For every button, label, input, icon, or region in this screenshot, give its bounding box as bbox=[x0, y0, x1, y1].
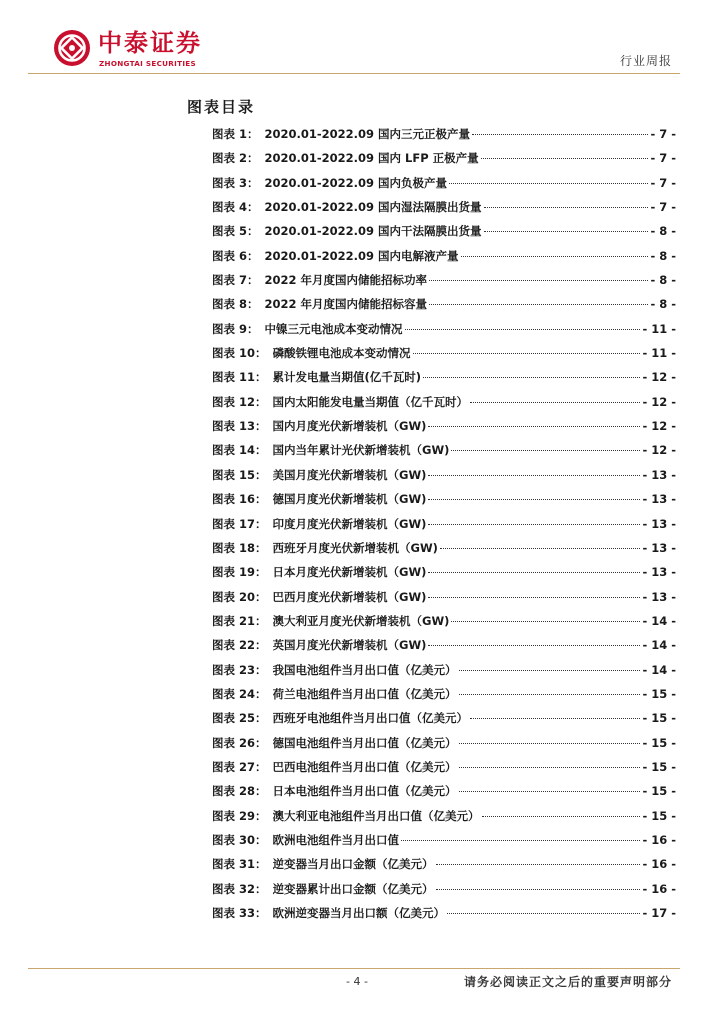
toc-entry-caption: 2020.01-2022.09 国内干法隔膜出货量 bbox=[264, 224, 482, 239]
toc-entry-number: 图表 33： bbox=[212, 906, 267, 920]
toc-entry-page: - 14 - bbox=[642, 638, 676, 653]
toc-entry-number: 图表 15： bbox=[212, 467, 267, 482]
toc-entry-page: - 15 - bbox=[642, 808, 676, 823]
toc-entry-page: - 17 - bbox=[642, 906, 676, 920]
zhongtai-logo-icon bbox=[54, 30, 90, 66]
toc-entry[interactable] bbox=[212, 199, 676, 223]
toc-entry-caption: 国内月度光伏新增装机（GW) bbox=[272, 419, 427, 434]
brand-name-cn: 中泰证券 bbox=[98, 29, 202, 57]
toc-dot-leader bbox=[451, 450, 640, 451]
toc-entry-number: 图表 5： bbox=[212, 224, 259, 239]
toc-entry-number: 图表 4： bbox=[212, 200, 259, 215]
toc-entry-number: 图表 25： bbox=[212, 711, 267, 726]
toc-entry-number: 图表 26： bbox=[212, 735, 267, 750]
toc-dot-leader bbox=[449, 183, 648, 184]
toc-dot-leader bbox=[429, 304, 648, 305]
toc-entry-caption: 英国月度光伏新增装机（GW) bbox=[272, 638, 427, 653]
toc-entry-page: - 11 - bbox=[642, 346, 676, 361]
toc-dot-leader bbox=[481, 158, 649, 159]
toc-entry-page: - 13 - bbox=[642, 589, 676, 604]
toc-dot-leader bbox=[470, 402, 640, 403]
toc-entry-caption: 国内当年累计光伏新增装机（GW) bbox=[272, 443, 450, 458]
toc-entry-page: - 12 - bbox=[642, 394, 676, 409]
toc-entry[interactable] bbox=[212, 467, 676, 491]
toc-entry-caption: 西班牙电池组件当月出口值（亿美元） bbox=[272, 711, 469, 726]
toc-dot-leader bbox=[447, 913, 640, 914]
toc-entry-page: - 16 - bbox=[642, 881, 676, 896]
toc-entry-number: 图表 20： bbox=[212, 589, 267, 604]
toc-entry-number: 图表 27： bbox=[212, 759, 267, 774]
toc-title: 图表目录 bbox=[187, 98, 256, 116]
toc-entry-caption: 累计发电量当期值(亿千瓦时) bbox=[272, 370, 422, 385]
toc-entry-caption: 欧洲电池组件当月出口值 bbox=[272, 832, 400, 847]
toc-dot-leader bbox=[451, 621, 640, 622]
toc-dot-leader bbox=[459, 767, 641, 768]
toc-entry[interactable] bbox=[212, 783, 676, 807]
toc-entry-number: 图表 6： bbox=[212, 248, 259, 263]
toc-entry-page: - 15 - bbox=[642, 784, 676, 799]
toc-entry-number: 图表 12： bbox=[212, 394, 267, 409]
toc-entry-page: - 15 - bbox=[642, 686, 676, 701]
toc-entry-page: - 8 - bbox=[650, 224, 676, 239]
toc-entry[interactable] bbox=[212, 589, 676, 613]
toc-entry-number: 图表 9： bbox=[212, 321, 259, 336]
toc-entry[interactable] bbox=[212, 345, 676, 369]
toc-entry-caption: 2020.01-2022.09 国内三元正极产量 bbox=[264, 127, 471, 141]
toc-entry-caption: 磷酸铁锂电池成本变动情况 bbox=[272, 346, 411, 361]
toc-entry[interactable] bbox=[212, 637, 676, 661]
toc-entry-page: - 15 - bbox=[642, 711, 676, 726]
toc-entry-page: - 12 - bbox=[642, 443, 676, 458]
toc-entry-number: 图表 32： bbox=[212, 881, 267, 896]
toc-dot-leader bbox=[428, 426, 640, 427]
toc-entry-caption: 我国电池组件当月出口值（亿美元） bbox=[272, 662, 457, 677]
toc-entry-caption: 澳大利亚月度光伏新增装机（GW) bbox=[272, 613, 450, 628]
toc-dot-leader bbox=[440, 548, 641, 549]
toc-entry[interactable] bbox=[212, 759, 676, 783]
toc-dot-leader bbox=[436, 889, 641, 890]
toc-list bbox=[212, 126, 676, 929]
toc-entry-caption: 2020.01-2022.09 国内电解液产量 bbox=[264, 248, 459, 263]
toc-entry[interactable] bbox=[212, 832, 676, 856]
toc-entry[interactable] bbox=[212, 126, 676, 150]
toc-dot-leader bbox=[484, 207, 649, 208]
toc-entry-caption: 2022 年月度国内储能招标容量 bbox=[264, 297, 428, 312]
toc-entry-number: 图表 8： bbox=[212, 297, 259, 312]
page-number: - 4 - bbox=[346, 975, 368, 988]
toc-entry-number: 图表 13： bbox=[212, 419, 267, 434]
toc-entry[interactable] bbox=[212, 856, 676, 880]
toc-dot-leader bbox=[459, 791, 641, 792]
toc-entry-number: 图表 21： bbox=[212, 613, 267, 628]
toc-entry[interactable] bbox=[212, 272, 676, 296]
toc-entry-page: - 14 - bbox=[642, 662, 676, 677]
toc-entry-page: - 7 - bbox=[650, 175, 676, 190]
toc-entry-caption: 澳大利亚电池组件当月出口值（亿美元） bbox=[272, 808, 480, 823]
toc-entry-caption: 国内太阳能发电量当期值（亿千瓦时） bbox=[272, 394, 469, 409]
page-header bbox=[0, 0, 724, 76]
toc-entry-page: - 13 - bbox=[642, 540, 676, 555]
toc-entry[interactable] bbox=[212, 686, 676, 710]
toc-entry-caption: 印度月度光伏新增装机（GW) bbox=[272, 516, 427, 531]
toc-entry-caption: 美国月度光伏新增装机（GW) bbox=[272, 467, 427, 482]
toc-entry-page: - 7 - bbox=[650, 151, 676, 166]
toc-entry[interactable] bbox=[212, 564, 676, 588]
toc-entry-number: 图表 2： bbox=[212, 151, 259, 166]
toc-entry-number: 图表 11： bbox=[212, 370, 267, 385]
toc-entry-caption: 2020.01-2022.09 国内 LFP 正极产量 bbox=[264, 151, 479, 166]
toc-dot-leader bbox=[459, 743, 641, 744]
footer-divider bbox=[28, 968, 680, 969]
toc-entry[interactable] bbox=[212, 296, 676, 320]
toc-dot-leader bbox=[428, 499, 640, 500]
toc-dot-leader bbox=[405, 329, 641, 330]
toc-entry-caption: 2022 年月度国内储能招标功率 bbox=[264, 273, 428, 288]
toc-dot-leader bbox=[429, 280, 648, 281]
toc-dot-leader bbox=[428, 645, 640, 646]
toc-entry-page: - 13 - bbox=[642, 467, 676, 482]
toc-entry[interactable] bbox=[212, 150, 676, 174]
toc-entry-caption: 中镍三元电池成本变动情况 bbox=[264, 321, 403, 336]
toc-entry-number: 图表 23： bbox=[212, 662, 267, 677]
toc-entry-page: - 8 - bbox=[650, 273, 676, 288]
toc-entry[interactable] bbox=[212, 613, 676, 637]
toc-entry-number: 图表 22： bbox=[212, 638, 267, 653]
toc-dot-leader bbox=[428, 475, 640, 476]
disclaimer-note: 请务必阅读正文之后的重要声明部分 bbox=[463, 975, 672, 989]
toc-entry-caption: 欧洲逆变器当月出口额（亿美元） bbox=[272, 906, 446, 920]
toc-dot-leader bbox=[436, 864, 641, 865]
toc-entry-page: - 15 - bbox=[642, 759, 676, 774]
toc-dot-leader bbox=[423, 377, 640, 378]
toc-entry[interactable] bbox=[212, 662, 676, 686]
toc-entry-number: 图表 10： bbox=[212, 346, 267, 361]
report-type-label: 行业周报 bbox=[619, 54, 672, 68]
toc-entry-caption: 巴西月度光伏新增装机（GW) bbox=[272, 589, 427, 604]
toc-entry-page: - 8 - bbox=[650, 297, 676, 312]
toc-entry[interactable] bbox=[212, 491, 676, 515]
toc-entry-number: 图表 28： bbox=[212, 784, 267, 799]
toc-entry-number: 图表 17： bbox=[212, 516, 267, 531]
toc-entry[interactable] bbox=[212, 881, 676, 905]
toc-entry-caption: 逆变器累计出口金额（亿美元） bbox=[272, 881, 434, 896]
toc-entry-number: 图表 18： bbox=[212, 540, 267, 555]
toc-entry-caption: 巴西电池组件当月出口值（亿美元） bbox=[272, 759, 457, 774]
toc-entry-caption: 西班牙月度光伏新增装机（GW) bbox=[272, 540, 438, 555]
toc-entry-number: 图表 24： bbox=[212, 686, 267, 701]
toc-entry-page: - 13 - bbox=[642, 516, 676, 531]
toc-entry[interactable] bbox=[212, 442, 676, 466]
brand-name-en: ZHONGTAI SECURITIES bbox=[99, 59, 196, 68]
toc-entry-caption: 德国月度光伏新增装机（GW) bbox=[272, 492, 427, 507]
toc-entry[interactable] bbox=[212, 540, 676, 564]
toc-entry[interactable] bbox=[212, 369, 676, 393]
toc-entry-number: 图表 31： bbox=[212, 857, 267, 872]
toc-entry[interactable] bbox=[212, 808, 676, 832]
toc-entry[interactable] bbox=[212, 516, 676, 540]
header-divider bbox=[28, 73, 680, 74]
toc-entry-caption: 日本电池组件当月出口值（亿美元） bbox=[272, 784, 457, 799]
toc-entry-page: - 8 - bbox=[650, 248, 676, 263]
toc-dot-leader bbox=[428, 597, 640, 598]
toc-entry-number: 图表 29： bbox=[212, 808, 267, 823]
toc-entry-page: - 7 - bbox=[650, 200, 676, 215]
toc-entry-page: - 13 - bbox=[642, 565, 676, 580]
toc-dot-leader bbox=[428, 572, 640, 573]
toc-entry-page: - 12 - bbox=[642, 370, 676, 385]
toc-entry-caption: 日本月度光伏新增装机（GW) bbox=[272, 565, 427, 580]
toc-entry-number: 图表 30： bbox=[212, 832, 267, 847]
toc-entry[interactable] bbox=[212, 248, 676, 272]
toc-entry[interactable] bbox=[212, 418, 676, 442]
toc-entry-number: 图表 14： bbox=[212, 443, 267, 458]
toc-entry-number: 图表 16： bbox=[212, 492, 267, 507]
toc-entry[interactable] bbox=[212, 394, 676, 418]
toc-entry-page: - 16 - bbox=[642, 857, 676, 872]
toc-entry[interactable] bbox=[212, 175, 676, 199]
toc-entry[interactable] bbox=[212, 223, 676, 247]
toc-dot-leader bbox=[459, 694, 641, 695]
toc-entry-caption: 荷兰电池组件当月出口值（亿美元） bbox=[272, 686, 457, 701]
toc-dot-leader bbox=[459, 670, 641, 671]
toc-dot-leader bbox=[401, 840, 640, 841]
toc-entry[interactable] bbox=[212, 321, 676, 345]
toc-entry-number: 图表 7： bbox=[212, 273, 259, 288]
toc-entry-caption: 逆变器当月出口金额（亿美元） bbox=[272, 857, 434, 872]
toc-entry-page: - 15 - bbox=[642, 735, 676, 750]
toc-dot-leader bbox=[413, 353, 641, 354]
toc-entry-caption: 德国电池组件当月出口值（亿美元） bbox=[272, 735, 457, 750]
toc-dot-leader bbox=[482, 816, 641, 817]
toc-entry-number: 图表 3： bbox=[212, 175, 259, 190]
toc-entry-caption: 2020.01-2022.09 国内湿法隔膜出货量 bbox=[264, 200, 482, 215]
toc-dot-leader bbox=[461, 256, 649, 257]
toc-entry-page: - 14 - bbox=[642, 613, 676, 628]
toc-entry-page: - 16 - bbox=[642, 832, 676, 847]
toc-entry-number: 图表 1： bbox=[212, 127, 259, 141]
toc-entry-page: - 12 - bbox=[642, 419, 676, 434]
toc-dot-leader bbox=[470, 718, 640, 719]
toc-entry[interactable] bbox=[212, 735, 676, 759]
toc-entry-page: - 11 - bbox=[642, 321, 676, 336]
toc-dot-leader bbox=[472, 134, 648, 135]
toc-entry-page: - 7 - bbox=[650, 127, 676, 141]
toc-entry[interactable] bbox=[212, 710, 676, 734]
toc-entry-number: 图表 19： bbox=[212, 565, 267, 580]
toc-entry-page: - 13 - bbox=[642, 492, 676, 507]
toc-entry-caption: 2020.01-2022.09 国内负极产量 bbox=[264, 175, 448, 190]
toc-entry[interactable] bbox=[212, 905, 676, 929]
toc-dot-leader bbox=[428, 524, 640, 525]
toc-dot-leader bbox=[484, 231, 649, 232]
